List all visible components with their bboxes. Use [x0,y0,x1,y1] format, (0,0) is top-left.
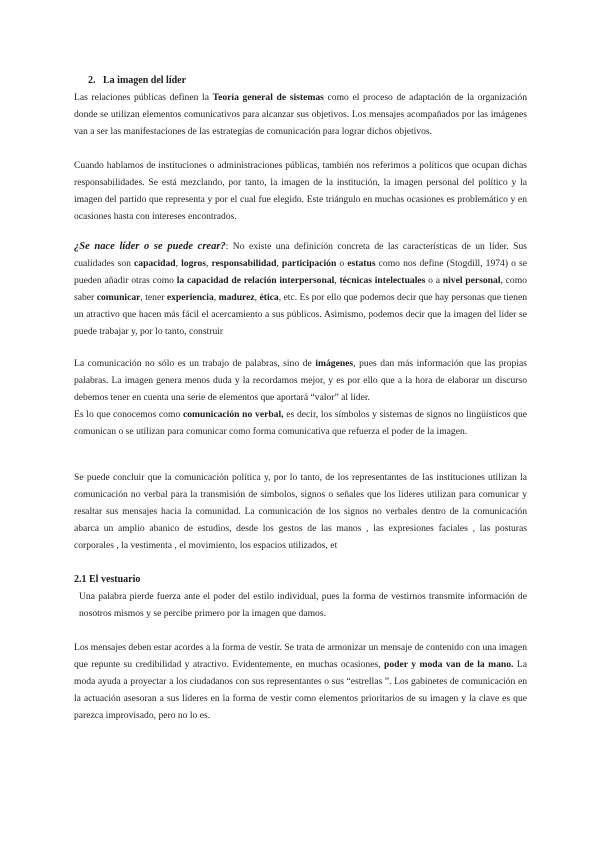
question-text: ¿Se nace líder o se puede crear? [74,241,226,252]
bold-term: Teoría general de sistemas [212,92,324,103]
bold-term: capacidad [134,258,176,269]
paragraph-comunicacion-no-verbal [74,406,527,440]
text-run: , [206,258,212,269]
bold-term: experiencia [166,292,214,303]
text-run: , [175,258,182,269]
text-run: La comunicación no sólo es un trabajo de palabras, sino de [74,358,316,369]
text-run: o [336,258,348,269]
paragraph-text: Una palabra pierde fuerza ante el poder del estilo individual, pues la forma de vestirnos transmite información de nosotros mismos y se percibe primero por la imagen que damos. [79,591,527,619]
bold-term: comunicación no verbal, [182,409,284,420]
text-run: es decir, los símbolos y sistemas de signos no lingüísticos que comunican o se utilizan para comunicar como forma comunicativa que refuerza el poder de la imagen. [74,409,528,437]
paragraph-conclusion [74,469,527,554]
paragraph-lider [74,238,527,340]
bold-term: nivel personal [442,275,501,286]
text-run: , etc. Es por ello que podemos decir que hay personas que tienen un atractivo que hacen más fácil el acercamiento a sus públicos. Asimismo, podemos decir que la imagen del líder se puede trabajar y, por lo tanto, construir [74,292,527,337]
paragraph-comunicacion [74,355,527,406]
bold-term: la capacidad de relación interpersonal [176,275,335,286]
paragraph-mensajes [74,639,527,724]
bold-term: poder y moda van de la mano. [384,659,514,670]
bold-term: estatus [347,258,376,269]
bold-term: ética [259,292,279,303]
text-run: Los mensajes deben estar acordes a la forma de vestir. Se trata de armonizar un mensaje de contenido con una imagen que repunte su credibilidad y atractivo. Evidentemente, en muchas ocasiones, [74,642,527,670]
paragraph-text: Cuando hablamos de instituciones o administraciones públicas, también nos referimos a políticos que ocupan dichas responsabilidades. Se está mezclando, por tanto, la imagen de la institución, la imagen personal del político y la imagen del partido que representa y por el cual fue elegido. Este triángulo en muchas ocasiones es problemático y en ocasiones hasta con intereses encontrados. [74,160,527,222]
paragraph-text: Se puede concluir que la comunicación política y, por lo tanto, de los representantes de las instituciones utilizan la comunicación no verbal para la transmisión de símbolos, signos o señales que los líderes utilizan para comunicar y resaltar sus mensajes hacia la comunidad. La comunicación de los signos no verbales dentro de la comunicación abarca un amplio abanico de estudios, desde los gestos de las manos , las expresiones faciales , las posturas corporales , la vestimenta , el movimiento, los espacios utilizados, et [74,472,527,551]
text-run: , pues dan más información que las propias palabras. La imagen genera menos duda y la recordamos mejor, y es por ello que a la hora de elaborar un discurso debemos tener en cuenta una serie de elementos que aportará “valor” al líder. [74,358,527,403]
paragraph-instituciones [74,157,527,225]
bold-term: imágenes [315,358,354,369]
text-run: , [334,275,340,286]
paragraph-relaciones-publicas [74,89,527,140]
bold-term: responsabilidad [211,258,277,269]
bold-term: participación [281,258,337,269]
text-run: : No existe una definición concreta de las características de un líder. Sus cualidades son [74,241,527,269]
section-title: La imagen del líder [103,75,187,86]
subsection-heading: 2.1 El vestuario [74,574,141,585]
text-run: , [276,258,282,269]
text-run: La moda ayuda a proyectar a los ciudadanos con sus representantes o sus “estrellas ”. Los gabinetes de comunicación en la actuación asesoran a sus líderes en la forma de vestir como elementos prioritarios de su imagen y la clave es que parezca improvisado, pero no lo es. [74,659,527,721]
text-run: Las relaciones públicas definen la [74,92,213,103]
paragraph-vestuario [79,588,527,622]
bold-term: logros [181,258,207,269]
text-run: , tener [140,292,167,303]
text-run: Es lo que conocemos como [74,409,183,420]
text-run: , [254,292,260,303]
text-run: como el proceso de adaptación de la organización donde se utilizan elementos comunicativos para alcanzar sus objetivos. Los mensajes acompañados por las imágenes van a ser las manifestaciones de las estrategias de comunicación para lograr dichos objetivos. [74,92,527,137]
bold-term: madurez [218,292,255,303]
text-run: , como saber [74,275,527,303]
text-run: , [213,292,219,303]
text-run: o a [425,275,443,286]
section-heading [88,72,541,89]
bold-term: comunicar [96,292,141,303]
text-run: como nos define (Stogdill, 1974) o se pueden añadir otras como [74,258,528,286]
bold-term: técnicas intelectuales [339,275,426,286]
section-number: 2. [88,75,96,86]
